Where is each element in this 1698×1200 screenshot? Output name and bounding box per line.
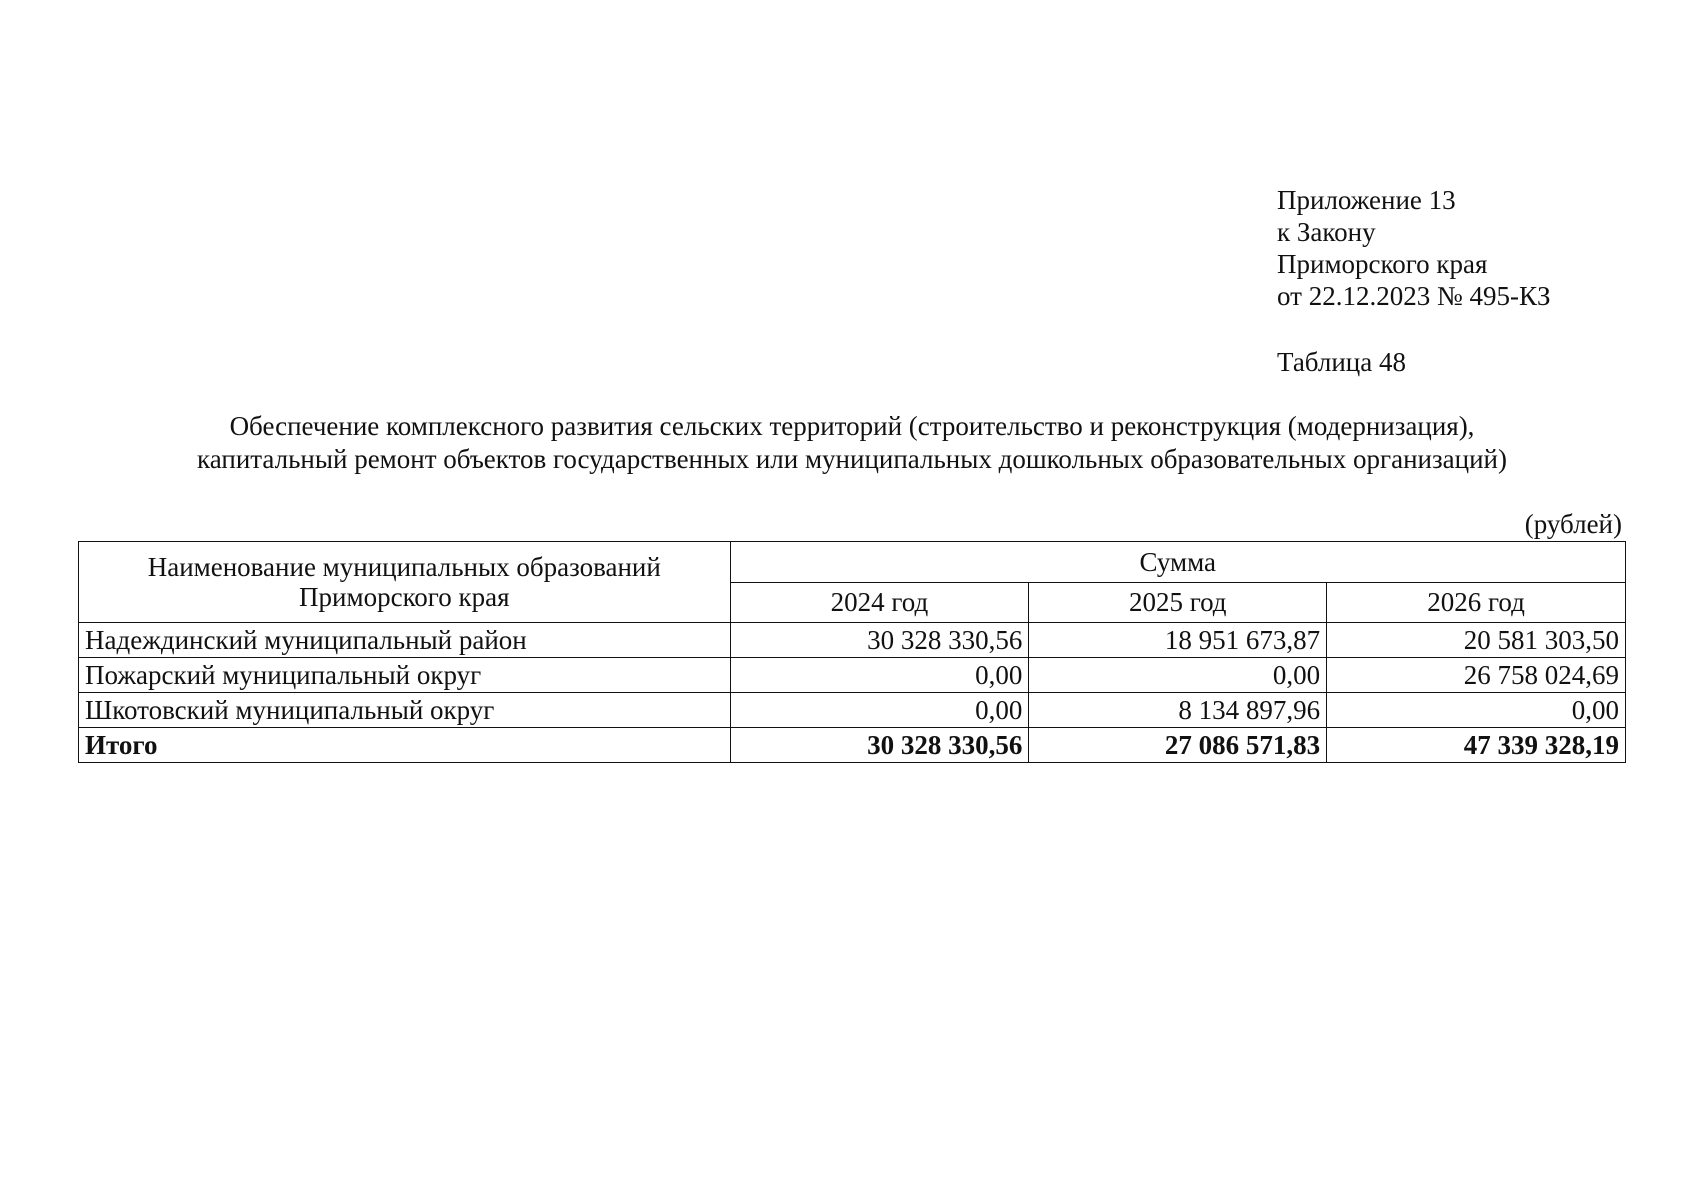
municipality-column-header bbox=[79, 542, 731, 623]
amount-2025: 18 951 673,87 bbox=[1029, 623, 1327, 658]
total-2024: 30 328 330,56 bbox=[730, 728, 1029, 763]
header-line: Наименование муниципальных образований bbox=[147, 552, 661, 582]
total-2025: 27 086 571,83 bbox=[1029, 728, 1327, 763]
municipality-name: Надеждинский муниципальный район bbox=[79, 623, 731, 658]
appendix-reference bbox=[1277, 184, 1550, 312]
total-label: Итого bbox=[79, 728, 731, 763]
amount-2025: 8 134 897,96 bbox=[1029, 693, 1327, 728]
title-line: Обеспечение комплексного развития сельских территорий (строительство и реконструкция (модернизация), bbox=[229, 411, 1475, 441]
header-line: Приморского края bbox=[299, 582, 510, 612]
amount-2024: 0,00 bbox=[730, 658, 1029, 693]
budget-table bbox=[78, 541, 1626, 763]
total-2026: 47 339 328,19 bbox=[1327, 728, 1626, 763]
document-title bbox=[78, 410, 1626, 476]
title-line: капитальный ремонт объектов государственных или муниципальных дошкольных образовательных организаций) bbox=[197, 444, 1507, 474]
amount-2025: 0,00 bbox=[1029, 658, 1327, 693]
appendix-line: Приморского края bbox=[1277, 249, 1488, 279]
appendix-line: от 22.12.2023 № 495-КЗ bbox=[1277, 281, 1551, 311]
units-label: (рублей) bbox=[1524, 509, 1622, 539]
amount-2026: 26 758 024,69 bbox=[1327, 658, 1626, 693]
appendix-line: Приложение 13 bbox=[1277, 185, 1456, 215]
sum-column-header: Сумма bbox=[730, 542, 1625, 583]
year-header-2025: 2025 год bbox=[1029, 582, 1327, 623]
amount-2026: 20 581 303,50 bbox=[1327, 623, 1626, 658]
municipality-name: Пожарский муниципальный округ bbox=[79, 658, 731, 693]
table-row bbox=[79, 693, 1626, 728]
year-header-2024: 2024 год bbox=[730, 582, 1029, 623]
table-row bbox=[79, 658, 1626, 693]
table-row bbox=[79, 623, 1626, 658]
appendix-line: к Закону bbox=[1277, 217, 1376, 247]
amount-2024: 0,00 bbox=[730, 693, 1029, 728]
amount-2024: 30 328 330,56 bbox=[730, 623, 1029, 658]
amount-2026: 0,00 bbox=[1327, 693, 1626, 728]
total-row bbox=[79, 728, 1626, 763]
year-header-2026: 2026 год bbox=[1327, 582, 1626, 623]
municipality-name: Шкотовский муниципальный округ bbox=[79, 693, 731, 728]
table-number: Таблица 48 bbox=[1277, 347, 1406, 377]
